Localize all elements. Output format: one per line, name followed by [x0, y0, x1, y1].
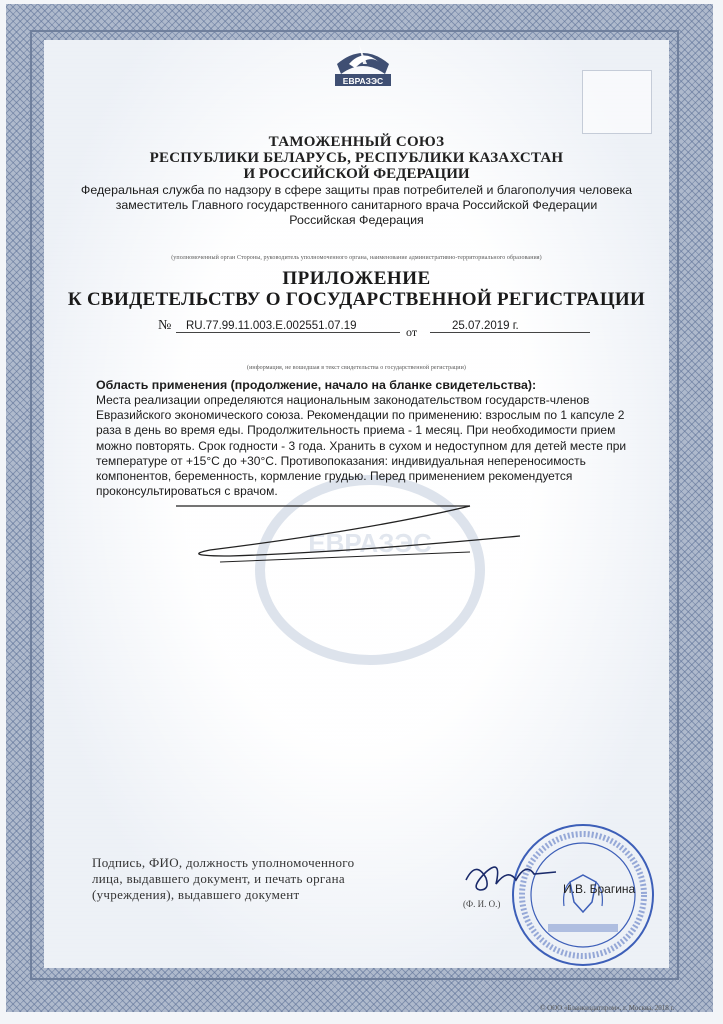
header-line-2: РЕСПУБЛИКИ БЕЛАРУСЬ, РЕСПУБЛИКИ КАЗАХСТАН [149, 150, 564, 166]
authority-line-3: Российская Федерация [289, 213, 424, 227]
signature-label-line: (учреждения), выдавшего документ [92, 887, 300, 902]
authority-line-2: заместитель Главного государственного санитарного врача Российской Федерации [115, 198, 598, 212]
scope-line: проконсультироваться с врачом. [96, 484, 278, 499]
document-subtitle: К СВИДЕТЕЛЬСТВУ О ГОСУДАРСТВЕННОЙ РЕГИСТРАЦИИ [67, 289, 646, 310]
scope-heading: Область применения (продолжение, начало на бланке свидетельства): [96, 378, 537, 392]
scope-line: раза в день во время еды. Продолжительность приема - 1 месяц. При необходимости прием [96, 423, 616, 438]
authority-line-1: Федеральная служба по надзору в сфере защиты прав потребителей и благополучия человека [80, 183, 633, 197]
eurasec-emblem-icon [329, 34, 397, 90]
info-hint: (информация, не вошедшая в текст свидетельства о государственной регистрации) [246, 365, 467, 371]
cancellation-stroke [170, 500, 530, 570]
scope-line: Места реализации определяются национальным законодательством государств-членов [96, 393, 590, 407]
printer-imprint: © ООО «Бланкиздатпром», г. Москва, 2018 г. [540, 1004, 675, 1012]
scope-line: Евразийского экономического союза. Рекомендации по применению: взрослым по 1 капсуле 2 [96, 408, 625, 423]
fio-hint: (Ф. И. О.) [463, 899, 501, 909]
handwritten-signature [456, 850, 566, 905]
signer-name: И.В. Брагина [563, 882, 636, 896]
date-label: от [406, 325, 418, 339]
registration-number: RU.77.99.11.003.E.002551.07.19 [176, 320, 400, 333]
document-title: ПРИЛОЖЕНИЕ [282, 268, 431, 289]
header-line-1: ТАМОЖЕННЫЙ СОЮЗ [268, 134, 445, 150]
registration-date: 25.07.2019 г. [430, 320, 590, 333]
signature-label-line: лица, выдавшего документ, и печать органа [92, 871, 345, 886]
security-mark [582, 70, 652, 134]
scope-line: компонентов, беременность, кормление грудью. Перед применением рекомендуется [96, 469, 573, 484]
signature-label [92, 855, 354, 903]
watermark-text: ЕВРАЗЭС [308, 528, 432, 558]
signature-label-line: Подпись, ФИО, должность уполномоченного [92, 855, 355, 870]
authority-hint: (уполномоченный орган Стороны, руководитель уполномоченного органа, наименование административно-территориального образования) [171, 255, 542, 261]
scope-text [96, 393, 656, 499]
scope-line: температуре от +15°C до +30°C. Противопоказания: индивидуальная непереносимость [96, 453, 586, 468]
scope-line: можно повторять. Срок годности - 3 года. Хранить в сухом и недоступном для детей месте при [96, 438, 627, 453]
header-line-3: И РОССИЙСКОЙ ФЕДЕРАЦИИ [243, 166, 470, 182]
number-label: № [158, 318, 172, 333]
emblem-label: ЕВРАЗЭС [342, 76, 384, 86]
